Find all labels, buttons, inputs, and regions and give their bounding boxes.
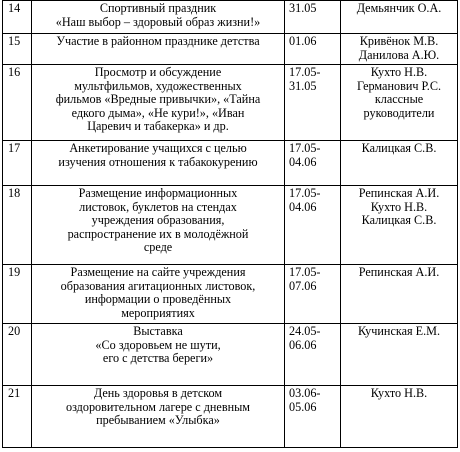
table-row	[3, 141, 458, 186]
row-number: 21	[3, 386, 32, 448]
activity-cell: Участие в районном празднике детства	[32, 34, 285, 65]
activity-cell: Размещение на сайте учреждения образования агитационных листовок, информации о проведённых мероприятиях	[32, 265, 285, 324]
date-cell: 17.05- 04.06	[285, 141, 341, 186]
responsible-cell: Репинская А.И.	[341, 265, 458, 324]
events-table	[2, 0, 458, 448]
table-row	[3, 34, 458, 65]
row-number: 14	[3, 1, 32, 34]
date-cell: 01.06	[285, 34, 341, 65]
row-number: 17	[3, 141, 32, 186]
activity-cell: Спортивный праздник «Наш выбор – здоровый образ жизни!»	[32, 1, 285, 34]
table-row	[3, 186, 458, 265]
date-cell: 31.05	[285, 1, 341, 34]
date-cell: 17.05- 31.05	[285, 65, 341, 141]
row-number: 19	[3, 265, 32, 324]
row-number: 15	[3, 34, 32, 65]
responsible-cell: Калицкая С.В.	[341, 141, 458, 186]
activity-cell: Просмотр и обсуждение мультфильмов, художественных фильмов «Вредные привычки», «Тайна едкого дыма», «Не кури!», «Иван Царевич и табакерка» и др.	[32, 65, 285, 141]
date-cell: 03.06- 05.06	[285, 386, 341, 448]
table-row	[3, 1, 458, 34]
row-number: 20	[3, 324, 32, 386]
responsible-cell: Репинская А.И. Кухто Н.В. Калицкая С.В.	[341, 186, 458, 265]
responsible-cell: Кривёнок М.В. Данилова А.Ю.	[341, 34, 458, 65]
responsible-cell: Кухто Н.В.	[341, 386, 458, 448]
responsible-cell: Кухто Н.В. Германович Р.С. классные руководители	[341, 65, 458, 141]
activity-cell: Размещение информационных листовок, буклетов на стендах учреждения образования, распространение их в молодёжной среде	[32, 186, 285, 265]
table-row	[3, 324, 458, 386]
row-number: 18	[3, 186, 32, 265]
table-row	[3, 265, 458, 324]
date-cell: 17.05- 04.06	[285, 186, 341, 265]
table-row	[3, 65, 458, 141]
responsible-cell: Кучинская Е.М.	[341, 324, 458, 386]
activity-cell: День здоровья в детском оздоровительном лагере с дневным пребыванием «Улыбка»	[32, 386, 285, 448]
activity-cell: Анкетирование учащихся с целью изучения отношения к табакокурению	[32, 141, 285, 186]
date-cell: 24.05- 06.06	[285, 324, 341, 386]
table-row	[3, 386, 458, 448]
activity-cell: Выставка «Со здоровьем не шути, его с детства береги»	[32, 324, 285, 386]
responsible-cell: Демьянчик О.А.	[341, 1, 458, 34]
row-number: 16	[3, 65, 32, 141]
date-cell: 17.05- 07.06	[285, 265, 341, 324]
